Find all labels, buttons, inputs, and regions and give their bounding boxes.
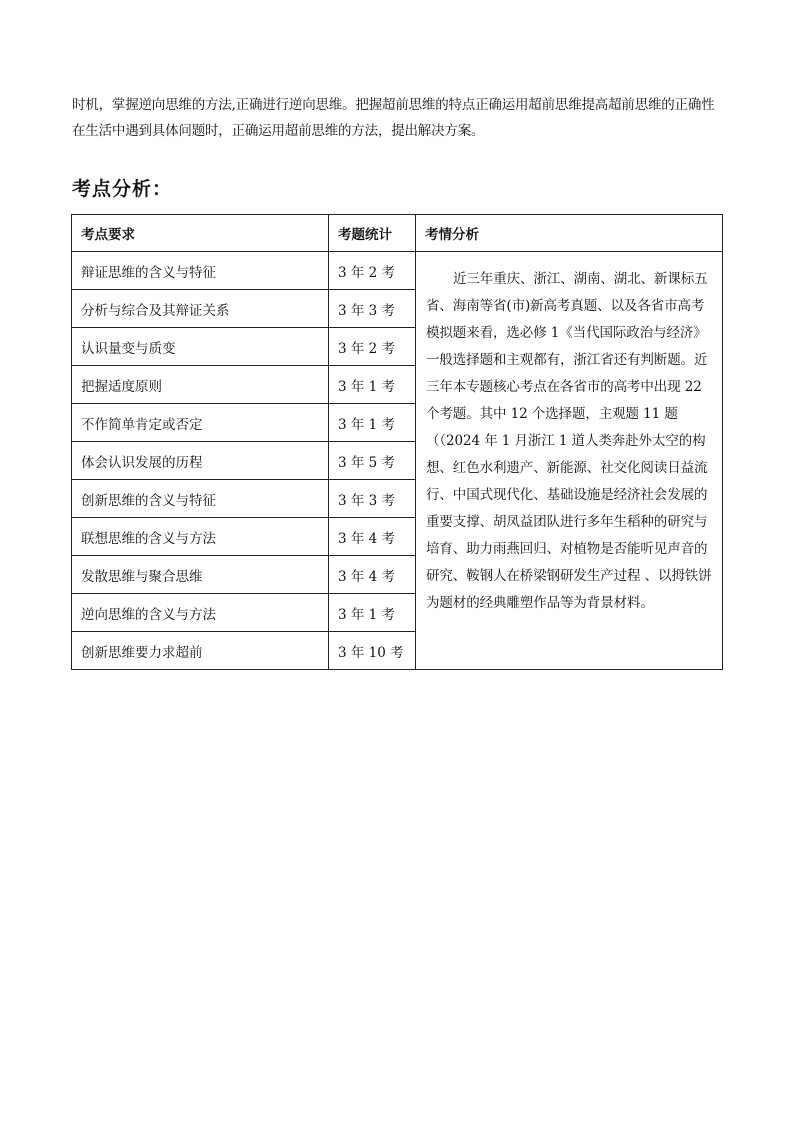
requirement-cell: 发散思维与聚合思维 — [72, 556, 329, 594]
requirement-cell: 把握适度原则 — [72, 366, 329, 404]
stat-cell: 3 年 2 考 — [329, 252, 416, 290]
exam-point-table — [71, 214, 723, 670]
intro-text: 时机，掌握逆向思维的方法,正确进行逆向思维。把握超前思维的特点正确运用超前思维提高超前思维的正确性在生活中遇到具体问题时，正确运用超前思维的方法，提出解决方案。 — [72, 97, 715, 139]
stat-cell: 3 年 4 考 — [329, 518, 416, 556]
stat-cell: 3 年 4 考 — [329, 556, 416, 594]
stat-cell: 3 年 5 考 — [329, 442, 416, 480]
analysis-cell: 近三年重庆、浙江、湖南、湖北、新课标五省、海南等省(市)新高考真题、以及各省市高考模拟题来看，选必修 1《当代国际政治与经济》一般选择题和主观都有，浙江省还有判断题。近三年本专题核心考点在各省市的高考中出现 22 个考题。其中 12 个选择题，主观题 11 题（（2024 年 1 月浙江 1 道人类奔赴外太空的构想、红色水利遗产、新能源、社交化阅读日益流行、中国式现代化、基础设施是经济社会发展的重要支撑、胡凤益团队进行多年生稻种的研究与培育、助力雨燕回归、对植物是否能听见声音的研究、鞍钢人在桥梁钢研发生产过程 、以拇铁饼为题材的经典雕塑作品等为背景材料。 — [416, 252, 723, 670]
table-row — [72, 252, 723, 290]
requirement-cell: 创新思维的含义与特征 — [72, 480, 329, 518]
header-statistics: 考题统计 — [329, 215, 416, 252]
table-header-row — [72, 215, 723, 252]
section-title: 考点分析： — [72, 178, 173, 200]
stat-cell: 3 年 1 考 — [329, 366, 416, 404]
requirement-cell: 辩证思维的含义与特征 — [72, 252, 329, 290]
header-requirement: 考点要求 — [72, 215, 329, 252]
requirement-cell: 认识量变与质变 — [72, 328, 329, 366]
requirement-cell: 逆向思维的含义与方法 — [72, 594, 329, 632]
stat-cell: 3 年 3 考 — [329, 290, 416, 328]
stat-cell: 3 年 1 考 — [329, 594, 416, 632]
requirement-cell: 体会认识发展的历程 — [72, 442, 329, 480]
requirement-cell: 分析与综合及其辩证关系 — [72, 290, 329, 328]
stat-cell: 3 年 10 考 — [329, 632, 416, 670]
stat-cell: 3 年 3 考 — [329, 480, 416, 518]
stat-cell: 3 年 2 考 — [329, 328, 416, 366]
header-analysis: 考情分析 — [416, 215, 723, 252]
requirement-cell: 联想思维的含义与方法 — [72, 518, 329, 556]
requirement-cell: 不作简单肯定或否定 — [72, 404, 329, 442]
requirement-cell: 创新思维要力求超前 — [72, 632, 329, 670]
stat-cell: 3 年 1 考 — [329, 404, 416, 442]
intro-paragraph — [72, 92, 722, 144]
